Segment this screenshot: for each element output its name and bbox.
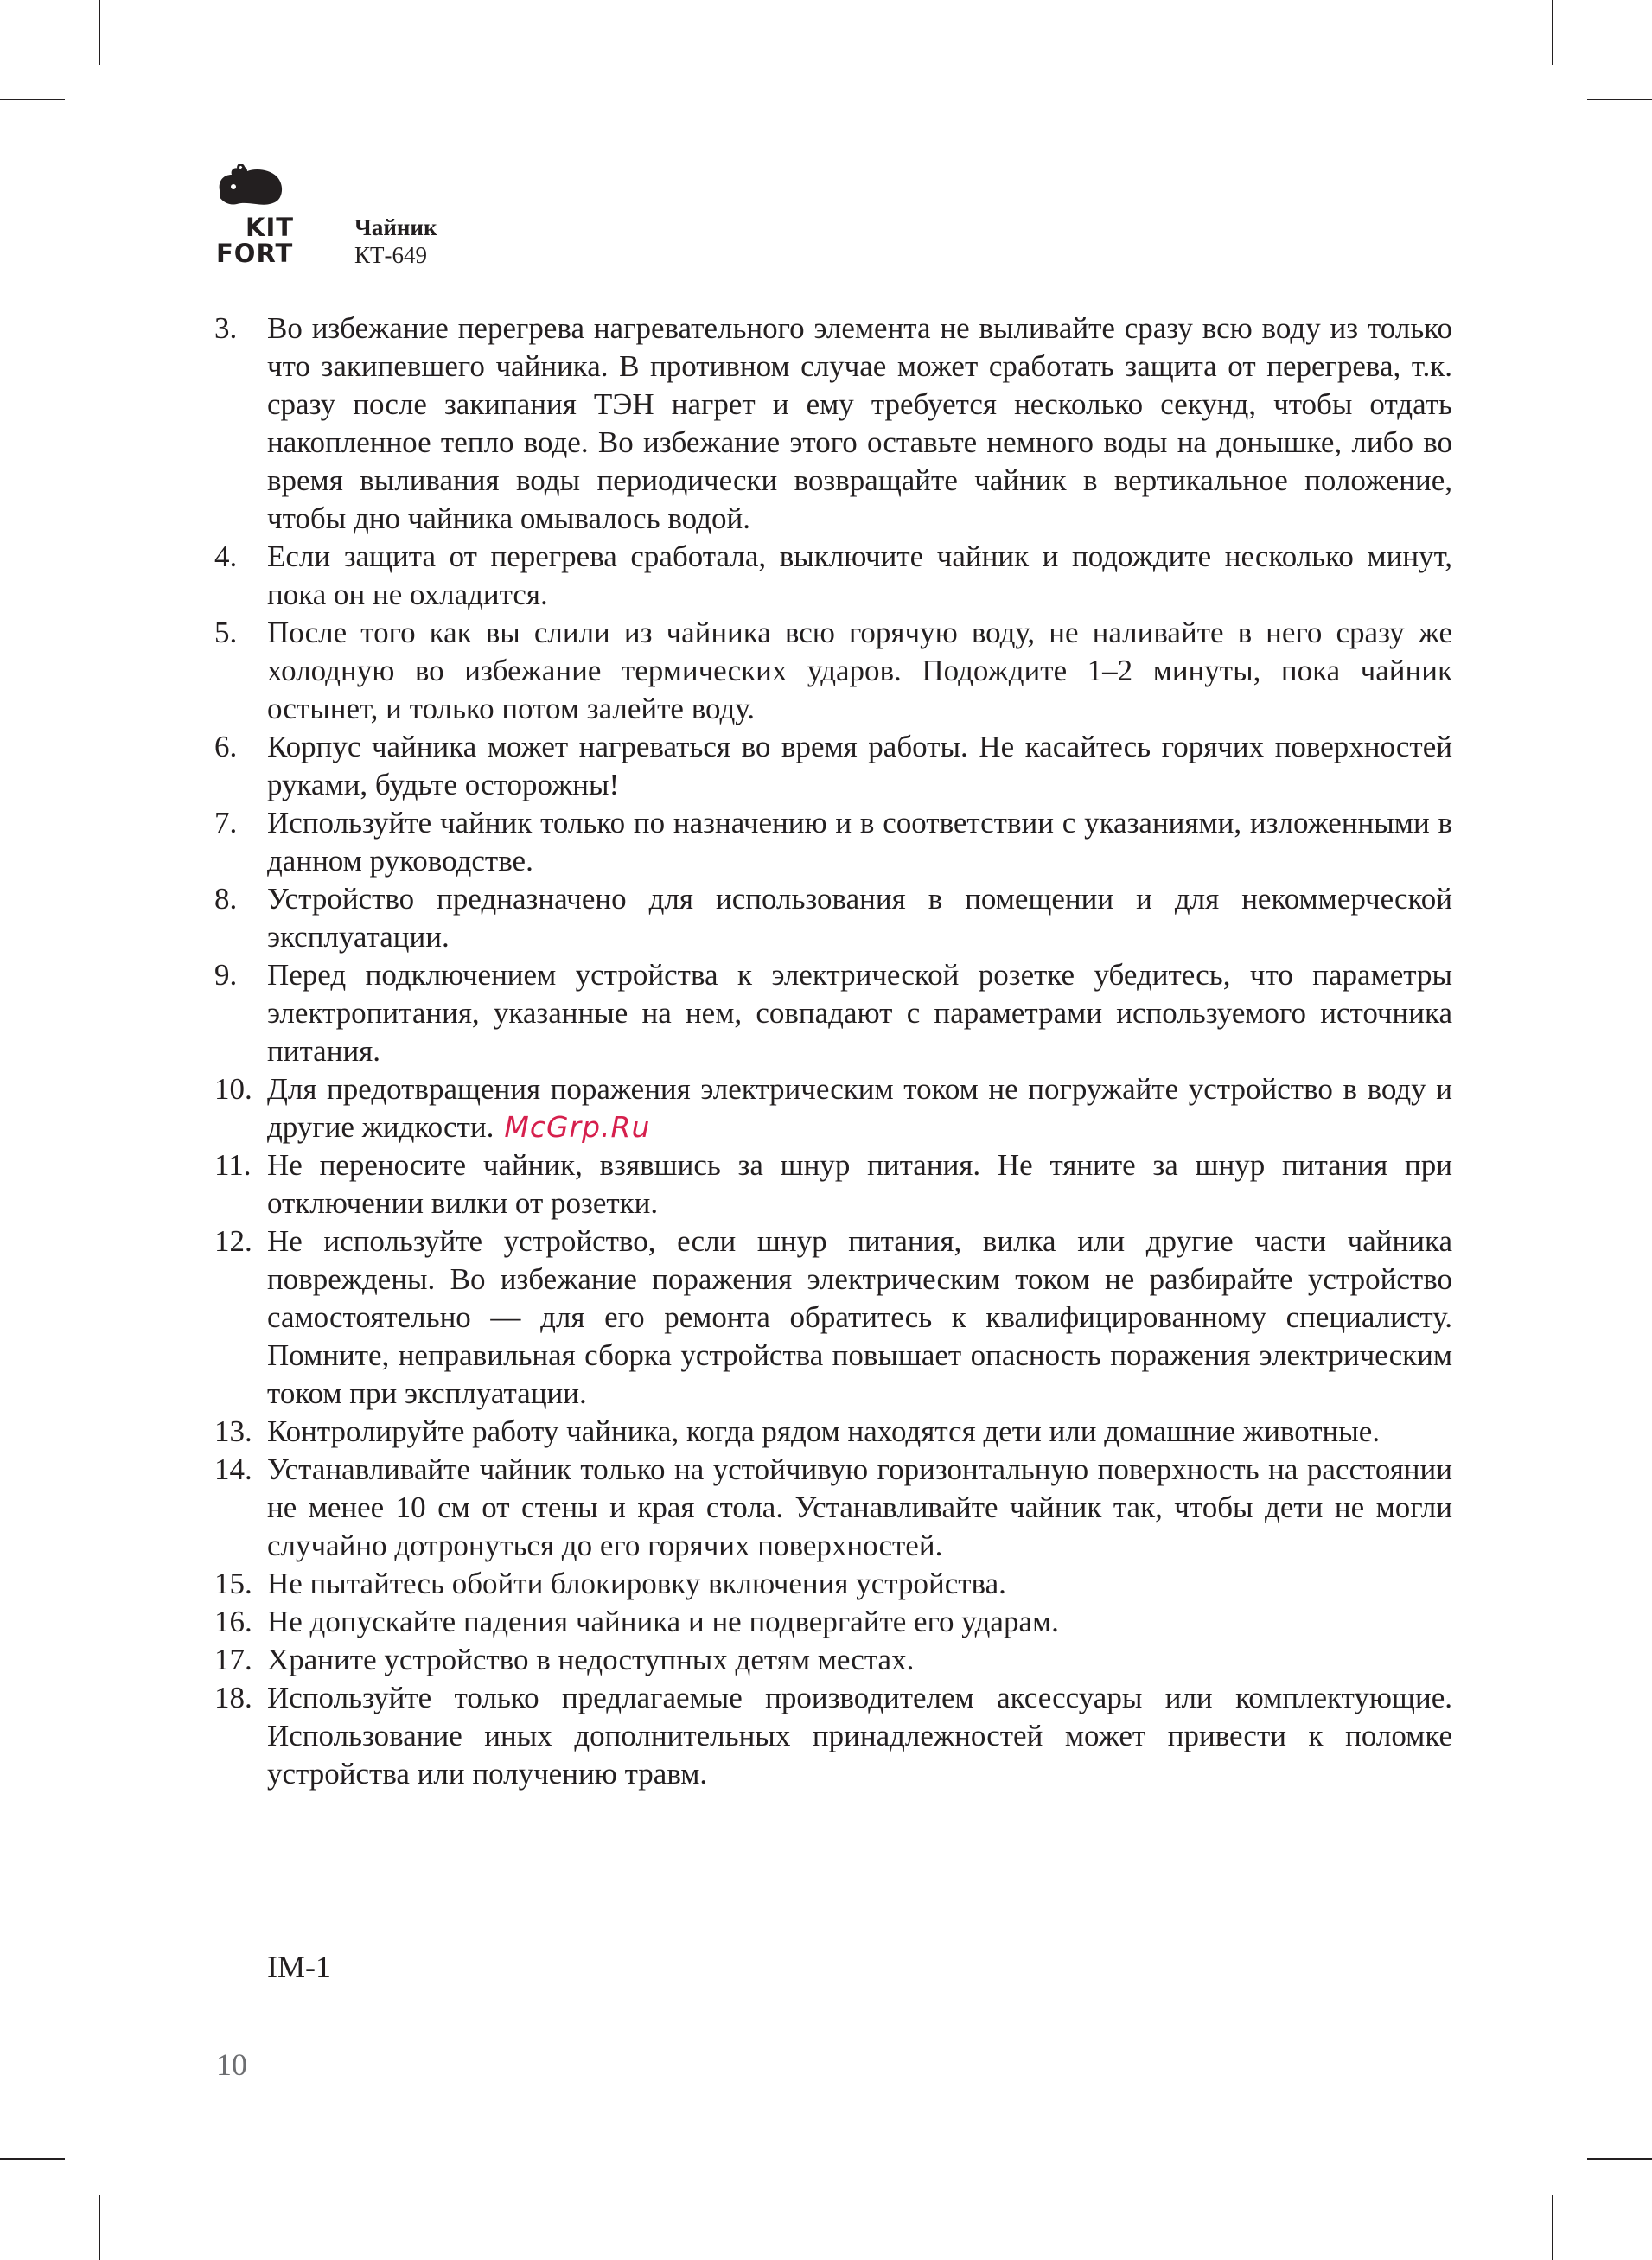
list-item	[214, 880, 1452, 956]
crop-mark	[99, 2195, 100, 2260]
list-item	[214, 1641, 1452, 1679]
item-number: 13.	[214, 1414, 252, 1448]
item-text: Устанавливайте чайник только на устойчивую горизонтальную поверхность на расстоянии не менее 10 см от стены и края стола. Устанавливайте чайник так, чтобы дети не могли случайно дотронуться до его горячих поверхностей.	[267, 1452, 1452, 1562]
item-number: 18.	[214, 1681, 252, 1714]
brand-line-1: KIT	[246, 213, 295, 242]
watermark-link[interactable]: McGrp.Ru	[504, 1110, 651, 1144]
list-item	[214, 956, 1452, 1070]
revision-code: IM-1	[267, 1950, 331, 1984]
crop-mark	[1587, 99, 1652, 100]
item-text: Во избежание перегрева нагревательного элемента не выливайте сразу всю воду из только что закипевшего чайника. В противном случае может сработать защита от перегрева, т.к. сразу после закипания ТЭН нагрет и ему требуется несколько секунд, чтобы отдать накопленное тепло воде. Во избежание этого оставьте немного воды на донышке, либо во время выливания воды периодически возвращайте чайник в вертикальное положение, чтобы дно чайника омывалось водой.	[267, 311, 1452, 535]
brand-logo	[216, 164, 328, 277]
list-item	[214, 1679, 1452, 1793]
crop-mark	[0, 99, 65, 100]
page-number: 10	[216, 2047, 247, 2082]
list-item	[214, 538, 1452, 614]
item-number: 17.	[214, 1643, 252, 1676]
product-name: Чайник	[354, 214, 437, 240]
item-text: Храните устройство в недоступных детям местах.	[267, 1643, 915, 1676]
item-text: Перед подключением устройства к электрической розетке убедитесь, что параметры электропитания, указанные на нем, совпадают с параметрами используемого источника питания.	[267, 958, 1452, 1068]
crop-mark	[99, 0, 100, 65]
list-item	[214, 1146, 1452, 1223]
item-number: 3.	[214, 311, 238, 345]
item-text-body: Для предотвращения поражения электрическим током не погружайте устройство в воду и другие жидкости.	[267, 1072, 1452, 1144]
item-number: 9.	[214, 958, 238, 992]
page-header	[216, 164, 562, 277]
list-item	[214, 614, 1452, 728]
crop-mark	[1552, 2195, 1553, 2260]
brand-line-2: FORT	[216, 239, 294, 268]
item-text	[267, 1070, 1452, 1146]
item-text: Устройство предназначено для использования в помещении и для некоммерческой эксплуатации.	[267, 882, 1452, 954]
list-item	[214, 804, 1452, 880]
list-item	[214, 1413, 1452, 1451]
item-number: 5.	[214, 616, 238, 649]
list-item	[214, 1070, 1452, 1146]
list-item	[214, 1451, 1452, 1565]
item-number: 8.	[214, 882, 238, 916]
list-item	[214, 1223, 1452, 1413]
item-text: Используйте только предлагаемые производителем аксессуары или комплектующие. Использование иных дополнительных принадлежностей может привести к поломке устройства или получению травм.	[267, 1681, 1452, 1791]
item-text: Не пытайтесь обойти блокировку включения устройства.	[267, 1567, 1006, 1600]
item-number: 4.	[214, 539, 238, 573]
item-text: После того как вы слили из чайника всю горячую воду, не наливайте в него сразу же холодную во избежание термических ударов. Подождите 1–2 минуты, пока чайник остынет, и только потом залейте воду.	[267, 616, 1452, 725]
whale-icon	[216, 164, 285, 214]
item-number: 14.	[214, 1452, 252, 1486]
list-item	[214, 310, 1452, 538]
item-text: Не переносите чайник, взявшись за шнур питания. Не тяните за шнур питания при отключении вилки от розетки.	[267, 1148, 1452, 1220]
product-info	[354, 214, 437, 269]
item-number: 6.	[214, 730, 238, 763]
item-number: 15.	[214, 1567, 252, 1600]
item-number: 12.	[214, 1224, 252, 1258]
crop-mark	[0, 2158, 65, 2160]
item-number: 11.	[214, 1148, 252, 1182]
item-number: 16.	[214, 1605, 252, 1638]
list-item	[214, 1603, 1452, 1641]
item-text: Контролируйте работу чайника, когда рядом находятся дети или домашние животные.	[267, 1414, 1381, 1448]
item-text: Не используйте устройство, если шнур питания, вилка или другие части чайника повреждены. Во избежание поражения электрическим током не разбирайте устройство самостоятельно — для его ремонта обратитесь к квалифицированному специалисту. Помните, неправильная сборка устройства повышает опасность поражения электрическим током при эксплуатации.	[267, 1224, 1452, 1410]
item-number: 10.	[214, 1072, 252, 1106]
list-item	[214, 1565, 1452, 1603]
crop-mark	[1587, 2158, 1652, 2160]
list-item	[214, 728, 1452, 804]
item-text: Если защита от перегрева сработала, выключите чайник и подождите несколько минут, пока он не охладится.	[267, 539, 1452, 611]
safety-instructions-list	[214, 310, 1452, 1793]
item-number: 7.	[214, 806, 238, 840]
product-model: КТ-649	[354, 242, 427, 268]
item-text: Корпус чайника может нагреваться во время работы. Не касайтесь горячих поверхностей руками, будьте осторожны!	[267, 730, 1452, 801]
item-text: Не допускайте падения чайника и не подвергайте его ударам.	[267, 1605, 1059, 1638]
item-text: Используйте чайник только по назначению и в соответствии с указаниями, изложенными в данном руководстве.	[267, 806, 1452, 878]
crop-mark	[1552, 0, 1553, 65]
